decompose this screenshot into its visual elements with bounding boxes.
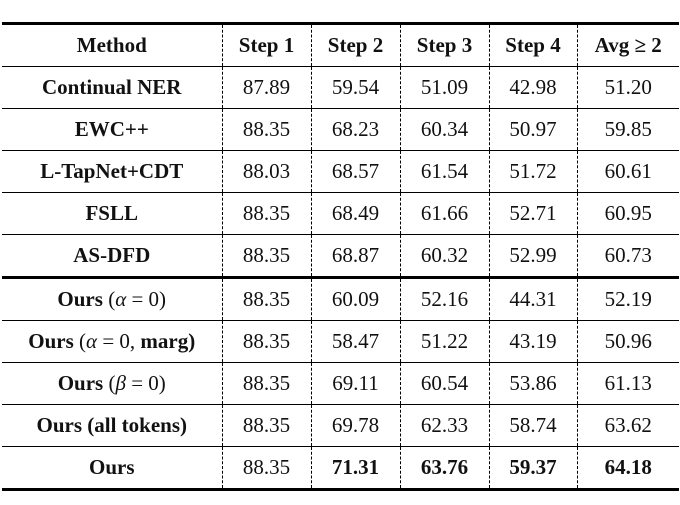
- header-step-2: Step 2: [311, 24, 400, 67]
- value-cell-best: 59.37: [489, 447, 577, 490]
- header-row: [2, 24, 679, 67]
- value-cell: 51.22: [400, 321, 489, 363]
- value-cell: 51.20: [577, 67, 679, 109]
- method-cell: [2, 321, 222, 363]
- value-cell: 69.11: [311, 363, 400, 405]
- table-row: [2, 321, 679, 363]
- value-cell: 52.99: [489, 235, 577, 278]
- method-paren: (: [102, 287, 116, 311]
- method-name: Ours: [57, 287, 103, 311]
- value-cell: 88.35: [222, 405, 311, 447]
- value-cell: 62.33: [400, 405, 489, 447]
- method-name: Ours: [28, 329, 74, 353]
- value-cell: 59.54: [311, 67, 400, 109]
- method-symbol: α: [115, 287, 127, 311]
- method-cell: AS-DFD: [2, 235, 222, 278]
- value-cell: 61.13: [577, 363, 679, 405]
- value-cell: 88.35: [222, 321, 311, 363]
- value-cell: 60.09: [311, 278, 400, 321]
- value-cell: 60.61: [577, 151, 679, 193]
- value-cell: 43.19: [489, 321, 577, 363]
- table-row: [2, 405, 679, 447]
- value-cell: 88.35: [222, 235, 311, 278]
- value-cell: 51.72: [489, 151, 577, 193]
- value-cell-best: 63.76: [400, 447, 489, 490]
- header-step-1: Step 1: [222, 24, 311, 67]
- value-cell: 69.78: [311, 405, 400, 447]
- value-cell: 61.54: [400, 151, 489, 193]
- table-row: [2, 235, 679, 278]
- table-row: [2, 363, 679, 405]
- value-cell: 88.35: [222, 278, 311, 321]
- table-row: [2, 447, 679, 490]
- value-cell: 59.85: [577, 109, 679, 151]
- method-cell: L-TapNet+CDT: [2, 151, 222, 193]
- method-setting: = 0): [125, 371, 166, 395]
- value-cell: 68.49: [311, 193, 400, 235]
- value-cell: 51.09: [400, 67, 489, 109]
- value-cell: 60.34: [400, 109, 489, 151]
- value-cell: 60.54: [400, 363, 489, 405]
- table-row: [2, 193, 679, 235]
- method-cell: Ours (all tokens): [2, 405, 222, 447]
- value-cell-best: 71.31: [311, 447, 400, 490]
- value-cell: 60.32: [400, 235, 489, 278]
- table-row: [2, 67, 679, 109]
- header-method: Method: [2, 24, 222, 67]
- method-symbol: α: [86, 329, 98, 353]
- header-avg: Avg ≥ 2: [577, 24, 679, 67]
- method-cell: Continual NER: [2, 67, 222, 109]
- table-row: [2, 278, 679, 321]
- header-step-4: Step 4: [489, 24, 577, 67]
- method-cell: Ours: [2, 447, 222, 490]
- value-cell: 60.95: [577, 193, 679, 235]
- value-cell: 63.62: [577, 405, 679, 447]
- method-symbol: β: [115, 371, 126, 395]
- value-cell: 52.16: [400, 278, 489, 321]
- header-step-3: Step 3: [400, 24, 489, 67]
- method-setting: = 0,: [97, 329, 141, 353]
- value-cell: 60.73: [577, 235, 679, 278]
- value-cell: 87.89: [222, 67, 311, 109]
- value-cell: 50.97: [489, 109, 577, 151]
- value-cell: 88.35: [222, 447, 311, 490]
- value-cell: 68.57: [311, 151, 400, 193]
- method-setting: = 0): [126, 287, 167, 311]
- method-cell: EWC++: [2, 109, 222, 151]
- method-variant: marg: [140, 329, 189, 353]
- method-cell: FSLL: [2, 193, 222, 235]
- value-cell: 42.98: [489, 67, 577, 109]
- value-cell: 88.35: [222, 363, 311, 405]
- value-cell: 44.31: [489, 278, 577, 321]
- value-cell: 88.03: [222, 151, 311, 193]
- value-cell: 68.87: [311, 235, 400, 278]
- table-row: [2, 109, 679, 151]
- method-cell: [2, 363, 222, 405]
- value-cell: 61.66: [400, 193, 489, 235]
- value-cell: 52.71: [489, 193, 577, 235]
- value-cell: 88.35: [222, 109, 311, 151]
- method-close-paren: ): [188, 329, 196, 353]
- value-cell-best: 64.18: [577, 447, 679, 490]
- value-cell: 53.86: [489, 363, 577, 405]
- value-cell: 68.23: [311, 109, 400, 151]
- results-table: [2, 22, 679, 491]
- table-row: [2, 151, 679, 193]
- method-paren: (: [103, 371, 116, 395]
- value-cell: 52.19: [577, 278, 679, 321]
- method-cell: [2, 278, 222, 321]
- method-paren: (: [73, 329, 87, 353]
- method-name: Ours: [57, 371, 104, 395]
- value-cell: 88.35: [222, 193, 311, 235]
- value-cell: 58.74: [489, 405, 577, 447]
- value-cell: 50.96: [577, 321, 679, 363]
- value-cell: 58.47: [311, 321, 400, 363]
